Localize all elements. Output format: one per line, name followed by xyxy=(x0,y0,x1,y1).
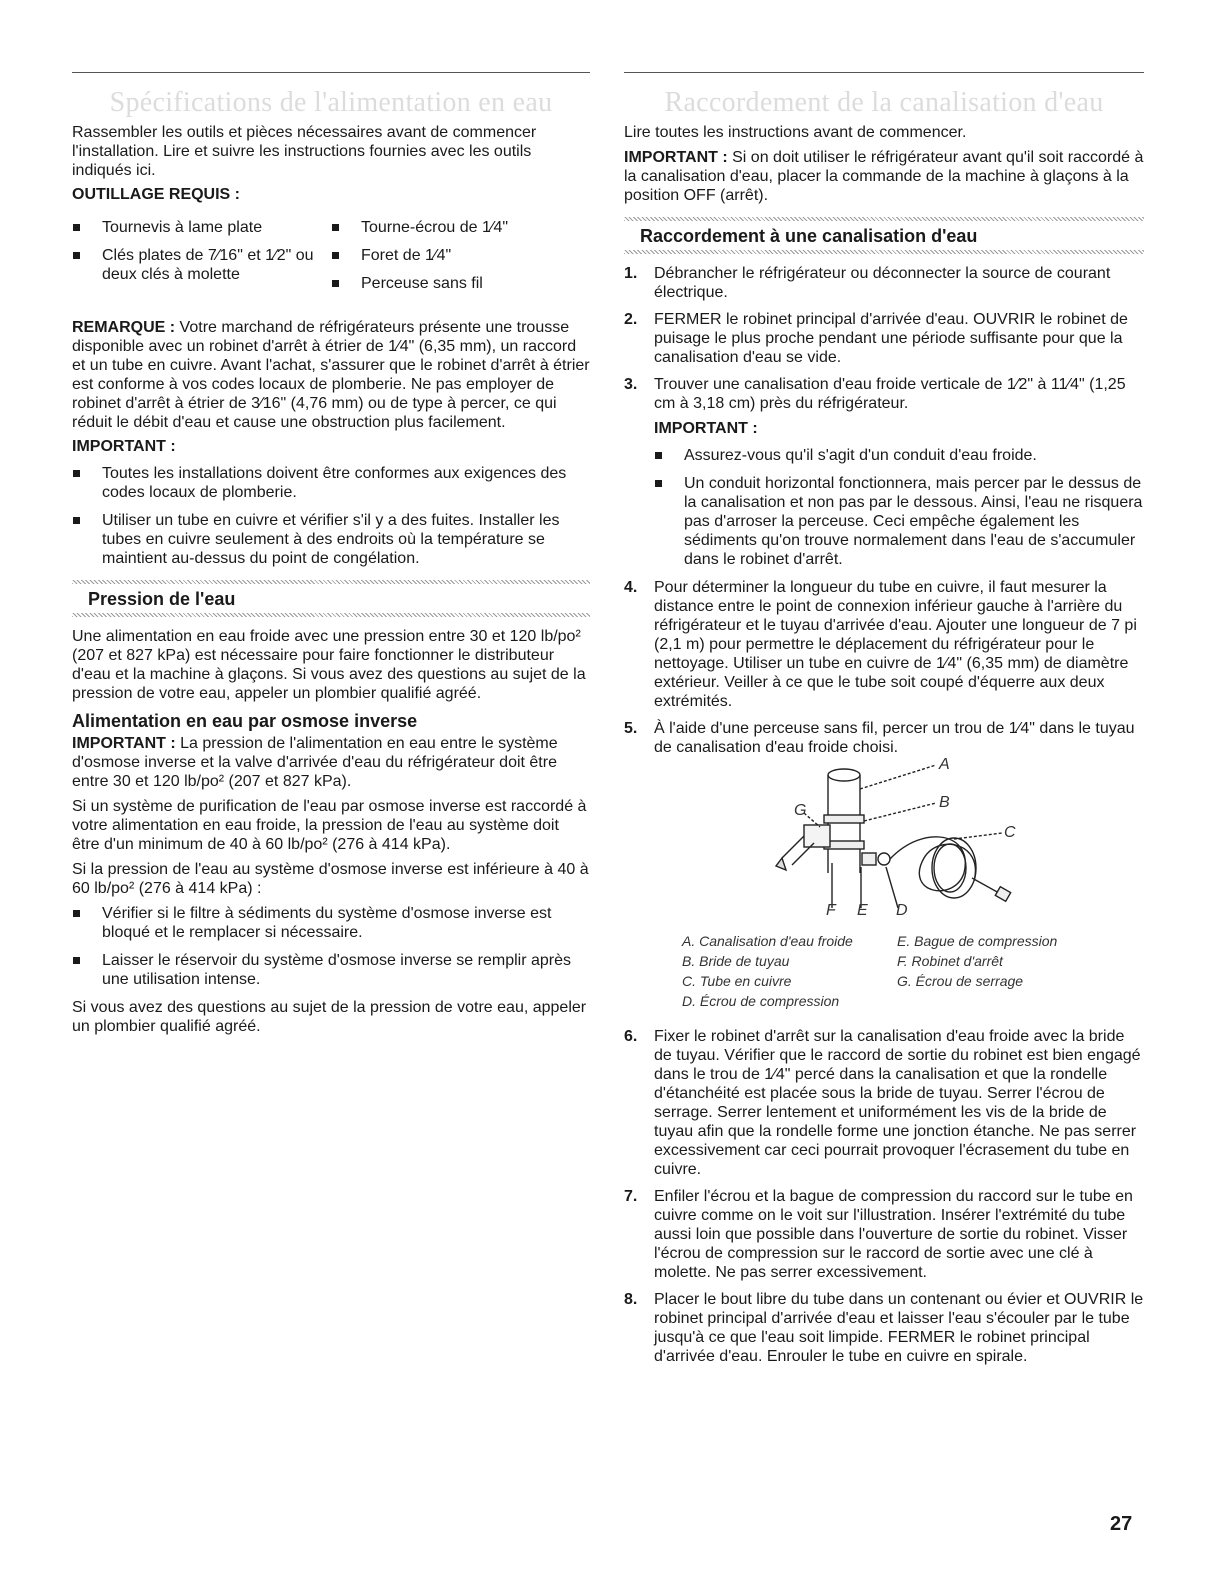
osmose-important-label: IMPORTANT : xyxy=(72,735,176,752)
tools-list xyxy=(72,218,590,308)
figure-label-a: A xyxy=(939,756,950,773)
important-item: Utiliser un tube en cuivre et vérifier s'il y a des fuites. Installer les tubes en cuivre seulement à des endroits où la température se maintient au-dessus du point de congélation. xyxy=(72,511,590,568)
osmose-important-text: La pression de l'alimentation en eau entre le système d'osmose inverse et la valve d'arrivée d'eau du réfrigérateur doit être entre 30 et 120 lb/po² (207 et 827 kPa). xyxy=(72,735,558,790)
step-item xyxy=(624,1187,1144,1282)
valve-drawing xyxy=(654,763,1144,923)
shutoff-valve-illustration xyxy=(654,756,1144,923)
step-item xyxy=(624,375,1144,569)
section-title-water-supply: Spécifications de l'alimentation en eau xyxy=(109,87,553,118)
tools-col-2 xyxy=(331,218,590,302)
intro-text: Lire toutes les instructions avant de commencer. xyxy=(624,124,967,141)
top-rule-left xyxy=(72,72,590,73)
step-number: 4. xyxy=(624,579,638,596)
caption-item: B. Bride de tuyau xyxy=(682,953,790,969)
osmose-item: Laisser le réservoir du système d'osmose inverse se remplir après une utilisation intense. xyxy=(72,951,590,989)
important-list xyxy=(72,464,590,568)
step3-item: Assurez-vous qu'il s'agit d'un conduit d'eau froide. xyxy=(654,446,1144,465)
steps-list-continued xyxy=(624,1027,1144,1366)
step-number: 7. xyxy=(624,1188,638,1205)
hatch-divider xyxy=(72,613,590,617)
caption-item: D. Écrou de compression xyxy=(682,993,840,1009)
step-number: 3. xyxy=(624,376,638,393)
step-text: Enfiler l'écrou et la bague de compression du raccord sur le tube en cuivre comme on le voit sur l'illustration. Insérer l'extrémité du tube aussi loin que possible dans l'ouverture de sortie du robinet. Visser l'écrou de compression sur le raccord de sortie avec une clé à molette. Ne pas serrer excessivement. xyxy=(654,1188,1133,1281)
top-rule-right xyxy=(624,72,1144,73)
remarque-paragraph xyxy=(72,318,590,432)
figure-label-f: F xyxy=(826,902,836,919)
step-item xyxy=(624,1027,1144,1179)
step-item xyxy=(624,310,1144,367)
tool-item: Perceuse sans fil xyxy=(331,274,590,293)
step-text: Placer le bout libre du tube dans un contenant ou évier et OUVRIR le robinet principal d'arrivée d'eau et laisser l'eau s'écouler par le tube jusqu'à ce que l'eau soit limpide. FERMER le robinet principal d'arrivée d'eau. Enrouler le tube en cuivre en spirale. xyxy=(654,1291,1144,1365)
osmose-item: Vérifier si le filtre à sédiments du système d'osmose inverse est bloqué et le remplacer si nécessaire. xyxy=(72,904,590,942)
figure-label-d: D xyxy=(896,902,908,919)
important-item: Toutes les installations doivent être conformes aux exigences des codes locaux de plomberie. xyxy=(72,464,590,502)
raccordement-subheading xyxy=(624,217,1144,254)
step-number: 2. xyxy=(624,311,638,328)
step-number: 1. xyxy=(624,265,638,282)
raccordement-heading: Raccordement à une canalisation d'eau xyxy=(640,226,978,246)
figure-label-c: C xyxy=(1004,824,1016,841)
osmose-paragraph: Si un système de purification de l'eau par osmose inverse est raccordé à votre alimentation en eau froide, la pression de l'eau au système doit être d'un minimum de 40 à 60 lb/po² (276 à 414 kPa). xyxy=(72,798,587,853)
step-item xyxy=(624,1290,1144,1366)
important-paragraph xyxy=(624,148,1144,205)
remarque-label: REMARQUE : xyxy=(72,319,176,336)
step-number: 6. xyxy=(624,1028,638,1045)
caption-item: C. Tube en cuivre xyxy=(682,973,792,989)
step-text: Fixer le robinet d'arrêt sur la canalisation d'eau froide avec la bride de tuyau. Vérifier que le raccord de sortie du robinet est bien engagé dans le trou de 1⁄4" percé dans la canalisation et que la rondelle d'étanchéité est placée sous la bride de tuyau. Serrer l'écrou de serrage. Serrer lentement et uniformément les vis de la bride de tuyau afin que la rondelle forme une jonction étanche. Ne pas serrer excessivement car ceci pourrait provoquer l'écrasement du tube en cuivre. xyxy=(654,1028,1141,1178)
hatch-divider xyxy=(72,580,590,584)
tool-item: Tournevis à lame plate xyxy=(72,218,331,237)
left-column xyxy=(72,72,590,1042)
remarque-text: Votre marchand de réfrigérateurs présente une trousse disponible avec un robinet d'arrêt à étrier de 1⁄4" (6,35 mm), un raccord et un tube en cuivre. Avant l'achat, s'assurer que le robinet d'arrêt à étrier est conforme à vos codes locaux de plomberie. Ne pas employer de robinet d'arrêt à étrier de 3⁄16" (4,76 mm) ou de type à percer, ce qui réduit le débit d'eau et cause une obstruction plus facilement. xyxy=(72,319,590,431)
step-text: Pour déterminer la longueur du tube en cuivre, il faut mesurer la distance entre le point de connexion inférieur gauche à l'arrière du réfrigérateur et le tuyau d'arrivée d'eau. Ajouter une longueur de 7 pi (2,1 m) pour permettre le déplacement du réfrigérateur pour le nettoyage. Utiliser un tube en cuivre de 1⁄4" (6,35 mm) de diamètre extérieur. Veiller à ce que le tube soit coupé d'équerre aux deux extrémités. xyxy=(654,579,1137,710)
tool-item: Tourne-écrou de 1⁄4" xyxy=(331,218,590,237)
osmose-paragraph: Si la pression de l'eau au système d'osmose inverse est inférieure à 40 à 60 lb/po² (276 à 414 kPa) : xyxy=(72,861,589,897)
figure-label-g: G xyxy=(794,802,807,819)
step-text: FERMER le robinet principal d'arrivée d'eau. OUVRIR le robinet de puisage le plus proche pendant une période suffisante pour que la canalisation d'eau se vide. xyxy=(654,311,1128,366)
osmose-important xyxy=(72,734,590,791)
pression-text: Une alimentation en eau froide avec une pression entre 30 et 120 lb/po² (207 et 827 kPa) est nécessaire pour faire fonctionner le distributeur d'eau et la machine à glaçons. Si vous avez des questions au sujet de la pression de votre eau, appeler un plombier qualifié agréé. xyxy=(72,628,586,702)
intro-text: Rassembler les outils et pièces nécessaires avant de commencer l'installation. Lire et suivre les instructions fournies avec les outils indiqués ici. xyxy=(72,124,537,179)
step-text: Trouver une canalisation d'eau froide verticale de 1⁄2" à 11⁄4" (1,25 cm à 3,18 cm) près du réfrigérateur. xyxy=(654,376,1126,412)
tool-item: Foret de 1⁄4" xyxy=(331,246,590,265)
pression-subheading xyxy=(72,580,590,617)
important-heading: IMPORTANT : xyxy=(72,438,176,455)
tools-col-1 xyxy=(72,218,331,302)
step3-item: Un conduit horizontal fonctionnera, mais percer par le dessus de la canalisation et non pas par le dessous. Ainsi, l'eau ne risquera pas d'arroser la perceuse. Ceci empêche également les sédiments qu'on trouve normalement dans l'eau de s'accumuler dans le robinet d'arrêt. xyxy=(654,474,1144,569)
caption-item: G. Écrou de serrage xyxy=(897,973,1024,989)
figure-caption xyxy=(682,931,1144,1011)
osmose-heading: Alimentation en eau par osmose inverse xyxy=(72,711,418,731)
osmose-paragraph: Si vous avez des questions au sujet de la pression de votre eau, appeler un plombier qualifié agréé. xyxy=(72,999,587,1035)
important-text: Si on doit utiliser le réfrigérateur avant qu'il soit raccordé à la canalisation d'eau, placer la commande de la machine à glaçons à la position OFF (arrêt). xyxy=(624,149,1144,204)
step-item xyxy=(624,719,1144,923)
step-number: 8. xyxy=(624,1291,638,1308)
pression-heading: Pression de l'eau xyxy=(88,589,236,609)
caption-item xyxy=(897,991,1117,1011)
osmose-list xyxy=(72,904,590,989)
hatch-divider xyxy=(624,217,1144,221)
step3-important-label: IMPORTANT : xyxy=(654,420,758,437)
step-item xyxy=(624,578,1144,711)
right-column xyxy=(624,72,1144,1374)
important-label: IMPORTANT : xyxy=(624,149,728,166)
step3-list xyxy=(654,446,1144,569)
caption-item: F. Robinet d'arrêt xyxy=(897,953,1003,969)
caption-item: E. Bague de compression xyxy=(897,933,1058,949)
steps-list xyxy=(624,264,1144,923)
figure-label-e: E xyxy=(857,902,868,919)
section-title-connection: Raccordement de la canalisation d'eau xyxy=(664,87,1104,118)
page-number: 27 xyxy=(1110,1513,1133,1535)
caption-item: A. Canalisation d'eau froide xyxy=(682,933,853,949)
step-item xyxy=(624,264,1144,302)
step-text: À l'aide d'une perceuse sans fil, percer un trou de 1⁄4" dans le tuyau de canalisation d'eau froide choisi. xyxy=(654,720,1135,756)
figure-label-b: B xyxy=(939,794,950,811)
hatch-divider xyxy=(624,250,1144,254)
step-number: 5. xyxy=(624,720,638,737)
tool-item: Clés plates de 7⁄16" et 1⁄2" ou deux clés à molette xyxy=(72,246,331,284)
step-text: Débrancher le réfrigérateur ou déconnecter la source de courant électrique. xyxy=(654,265,1111,301)
tools-heading: OUTILLAGE REQUIS : xyxy=(72,186,240,203)
